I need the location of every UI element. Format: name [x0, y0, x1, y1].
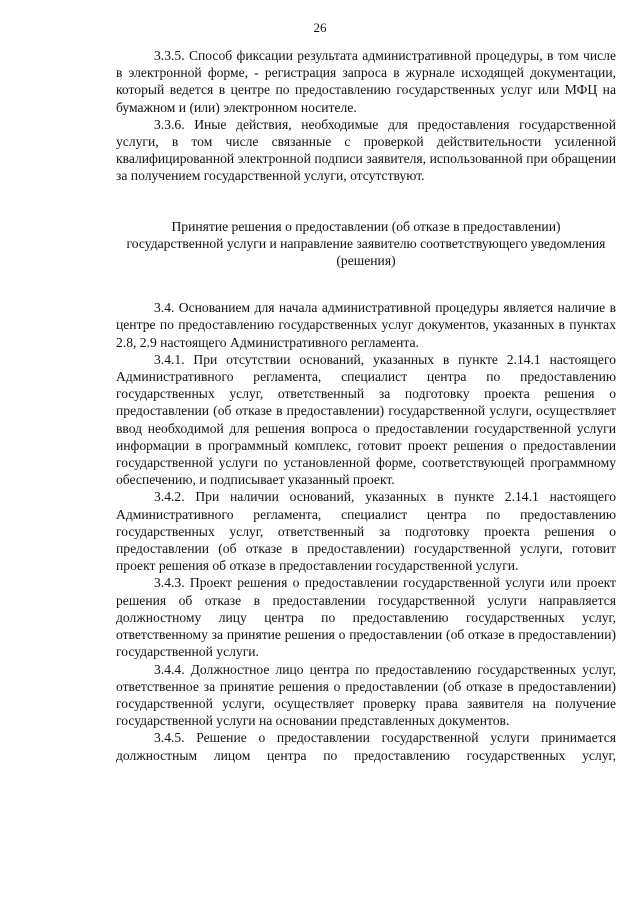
- paragraph-3-3-5: 3.3.5. Способ фиксации результата административной процедуры, в том числе в электронной форме, - регистрация запроса в журнале исходящей документации, который ведется в центре по предоставлению государственных услуг или МФЦ на бумажном и (или) электронном носителе.: [116, 48, 616, 115]
- paragraph-3-4: 3.4. Основанием для начала административной процедуры является наличие в центре по предоставлению государственных услуг документов, указанных в пунктах 2.8, 2.9 настоящего Административного регламента.: [116, 300, 616, 350]
- paragraph-3-4-2: 3.4.2. При наличии оснований, указанных в пункте 2.14.1 настоящего Административного регламента, специалист центра по предоставлению государственных услуг, ответственный за подготовку проекта решения о предоставлении (об отказе в предоставлении) государственной услуги, готовит проект решения об отказе в предоставлении государственной услуги.: [116, 489, 616, 574]
- paragraph-3-3-6: 3.3.6. Иные действия, необходимые для предоставления государственной услуги, в том числе связанные с проверкой действительности усиленной квалифицированной электронной подписи заявителя, использованной при обращении за получением государственной услуги, отсутствуют.: [116, 116, 616, 184]
- page-number: 26: [313, 20, 327, 35]
- paragraph-3-4-3: 3.4.3. Проект решения о предоставлении государственной услуги или проект решения об отказе в предоставлении государственной услуги направляется должностному лицу центра по предоставлению государственных услуг, ответственному за принятие решения о предоставлении (об отказе в предоставлении) государственной услуги.: [116, 575, 616, 660]
- paragraph-3-4-1: 3.4.1. При отсутствии оснований, указанных в пункте 2.14.1 настоящего Административного регламента, специалист центра по предоставлению государственных услуг, ответственный за подготовку проекта решения о предоставлении (об отказе в предоставлении) государственной услуги, осуществляет ввод необходимой для решения вопроса о предоставлении государственной услуги информации в программный комплекс, готовит проект решения о предоставлении государственной услуги по установленной форме, соответствующей программному обеспечению, и подписывает указанный проект.: [116, 351, 616, 488]
- document-body: [116, 47, 616, 764]
- section-heading: Принятие решения о предоставлении (об отказе в предоставлении) государственной услуги и направление заявителю соответствующего уведомления (решения): [126, 218, 606, 269]
- paragraph-3-4-5: 3.4.5. Решение о предоставлении государственной услуги принимается должностным лицом центра по предоставлению государственных услуг,: [116, 730, 616, 763]
- paragraph-3-4-4: 3.4.4. Должностное лицо центра по предоставлению государственных услуг, ответственное за принятие решения о предоставлении (об отказе в предоставлении) государственной услуги, осуществляет проверку права заявителя на получение государственной услуги на основании представленных документов.: [116, 661, 616, 729]
